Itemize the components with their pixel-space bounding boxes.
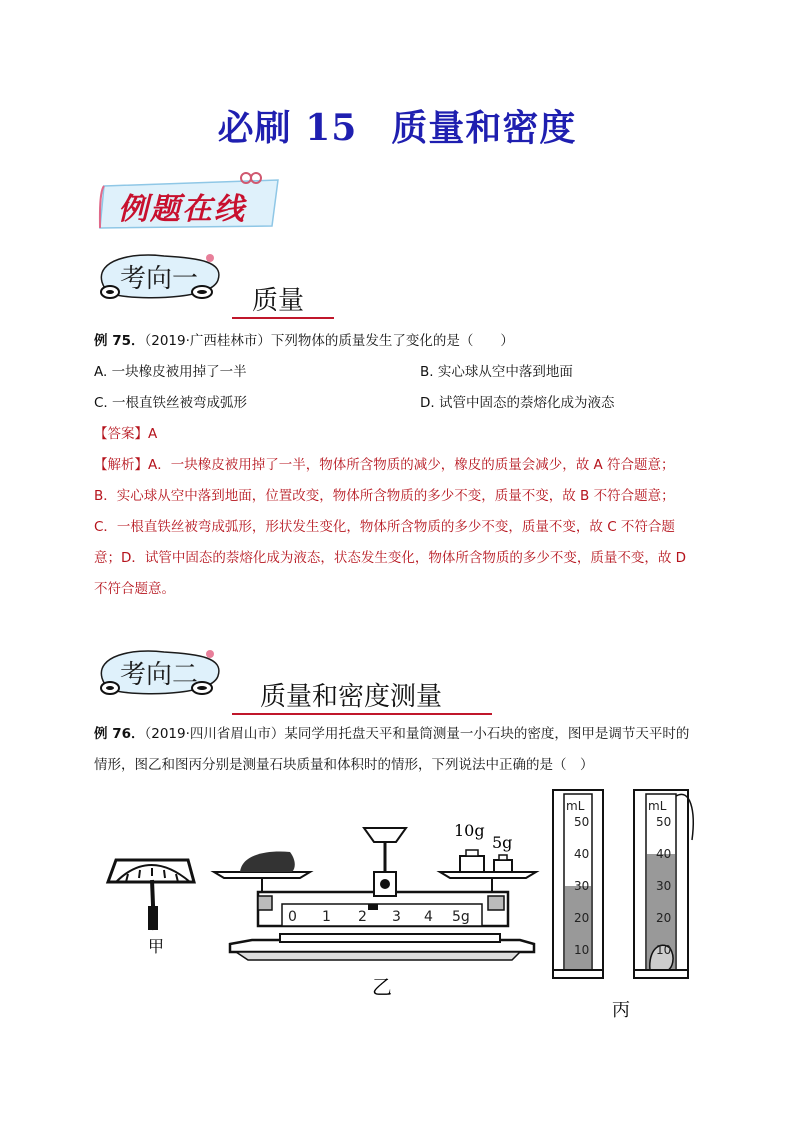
weight-5g <box>494 860 512 872</box>
stone <box>240 852 295 872</box>
section1-badge <box>92 248 232 310</box>
weight-label: 10g <box>454 821 485 840</box>
cylinder-tick: 40 <box>574 847 590 861</box>
label-jia: 甲 <box>148 937 165 956</box>
cylinder-tick: 20 <box>574 911 590 925</box>
section2-title: 质量和密度测量 <box>232 676 492 715</box>
label-yi: 乙 <box>372 975 392 999</box>
q75-text: 下列物体的质量发生了变化的是（ ） <box>270 333 514 349</box>
cylinder-tick: 10 <box>574 943 590 957</box>
q76-text: 某同学用托盘天平和量筒测量一小石块的密度，图甲是调节天平时的 <box>284 726 690 742</box>
title-sub: 质量和密度 <box>391 107 577 149</box>
q75-option-b: B. 实心球从空中落到地面 <box>420 364 573 380</box>
q76-source: （2019·四川省眉山市） <box>144 726 285 742</box>
cylinder-unit: mL <box>648 799 667 813</box>
q75-source: （2019·广西桂林市） <box>144 333 271 349</box>
q75-analysis-line: 【解析】A．一块橡皮被用掉了一半，物体所含物质的减少，橡皮的质量会减少，故 A 符合题意； <box>94 457 675 473</box>
example-banner <box>96 172 286 234</box>
dial-figure <box>108 860 194 956</box>
page-title <box>0 100 794 151</box>
q75-option-c: C. 一根直铁丝被弯成弧形 <box>94 395 248 411</box>
q76-stem-line2: 情形，图乙和图丙分别是测量石块质量和体积时的情形，下列说法中正确的是（ ） <box>94 757 594 773</box>
scale-tick: 0 <box>288 909 297 925</box>
q75-option-d: D. 试管中固态的萘熔化成为液态 <box>420 395 615 411</box>
cylinders-figure <box>553 790 693 1021</box>
cylinder-tick: 30 <box>574 879 590 893</box>
q75-analysis-line: 不符合题意。 <box>94 581 175 597</box>
q75-stem <box>94 331 514 351</box>
section1-badge-label: 考向一 <box>120 264 199 294</box>
cylinder-unit: mL <box>566 799 585 813</box>
section1-title: 质量 <box>232 280 334 319</box>
scale-tick: 2 <box>358 909 367 925</box>
scale-tick: 5g <box>452 909 470 925</box>
banner-text: 例题在线 <box>118 192 246 227</box>
cylinder-tick: 50 <box>574 815 590 829</box>
q75-answer: 【答案】A <box>94 426 158 442</box>
q76-stem-line1 <box>94 724 689 744</box>
section2-badge <box>92 644 232 706</box>
rider-weight <box>368 904 378 910</box>
section2-badge-label: 考向二 <box>120 660 199 690</box>
q75-number: 例 75． <box>94 333 145 349</box>
cylinder-tick: 40 <box>656 847 672 861</box>
figure-area <box>0 780 794 1040</box>
scale-tick: 3 <box>392 909 401 925</box>
q75-analysis-line: C．一根直铁丝被弯成弧形，形状发生变化，物体所含物质的多少不变，质量不变，故 C 不符合题 <box>94 519 675 535</box>
cylinder-tick: 10 <box>656 943 672 957</box>
q75-analysis-line: B．实心球从空中落到地面，位置改变，物体所含物质的多少不变，质量不变，故 B 不符合题意； <box>94 488 675 504</box>
weight-10g <box>460 856 484 872</box>
scale-tick: 1 <box>322 909 331 925</box>
figure-svg <box>0 780 794 1040</box>
q76-number: 例 76． <box>94 726 145 742</box>
weight-label: 5g <box>492 833 513 852</box>
title-main: 必刷 15 <box>217 107 358 149</box>
cylinder-tick: 30 <box>656 879 672 893</box>
q75-option-a: A. 一块橡皮被用掉了一半 <box>94 364 247 380</box>
balance-figure <box>214 821 536 999</box>
label-bing: 丙 <box>612 1000 630 1021</box>
cylinder-tick: 50 <box>656 815 672 829</box>
scale-tick: 4 <box>424 909 433 925</box>
cylinder-tick: 20 <box>656 911 672 925</box>
q75-analysis-line: 意；D．试管中固态的萘熔化成为液态，状态发生变化，物体所含物质的多少不变，质量不变，故 D <box>94 550 687 566</box>
